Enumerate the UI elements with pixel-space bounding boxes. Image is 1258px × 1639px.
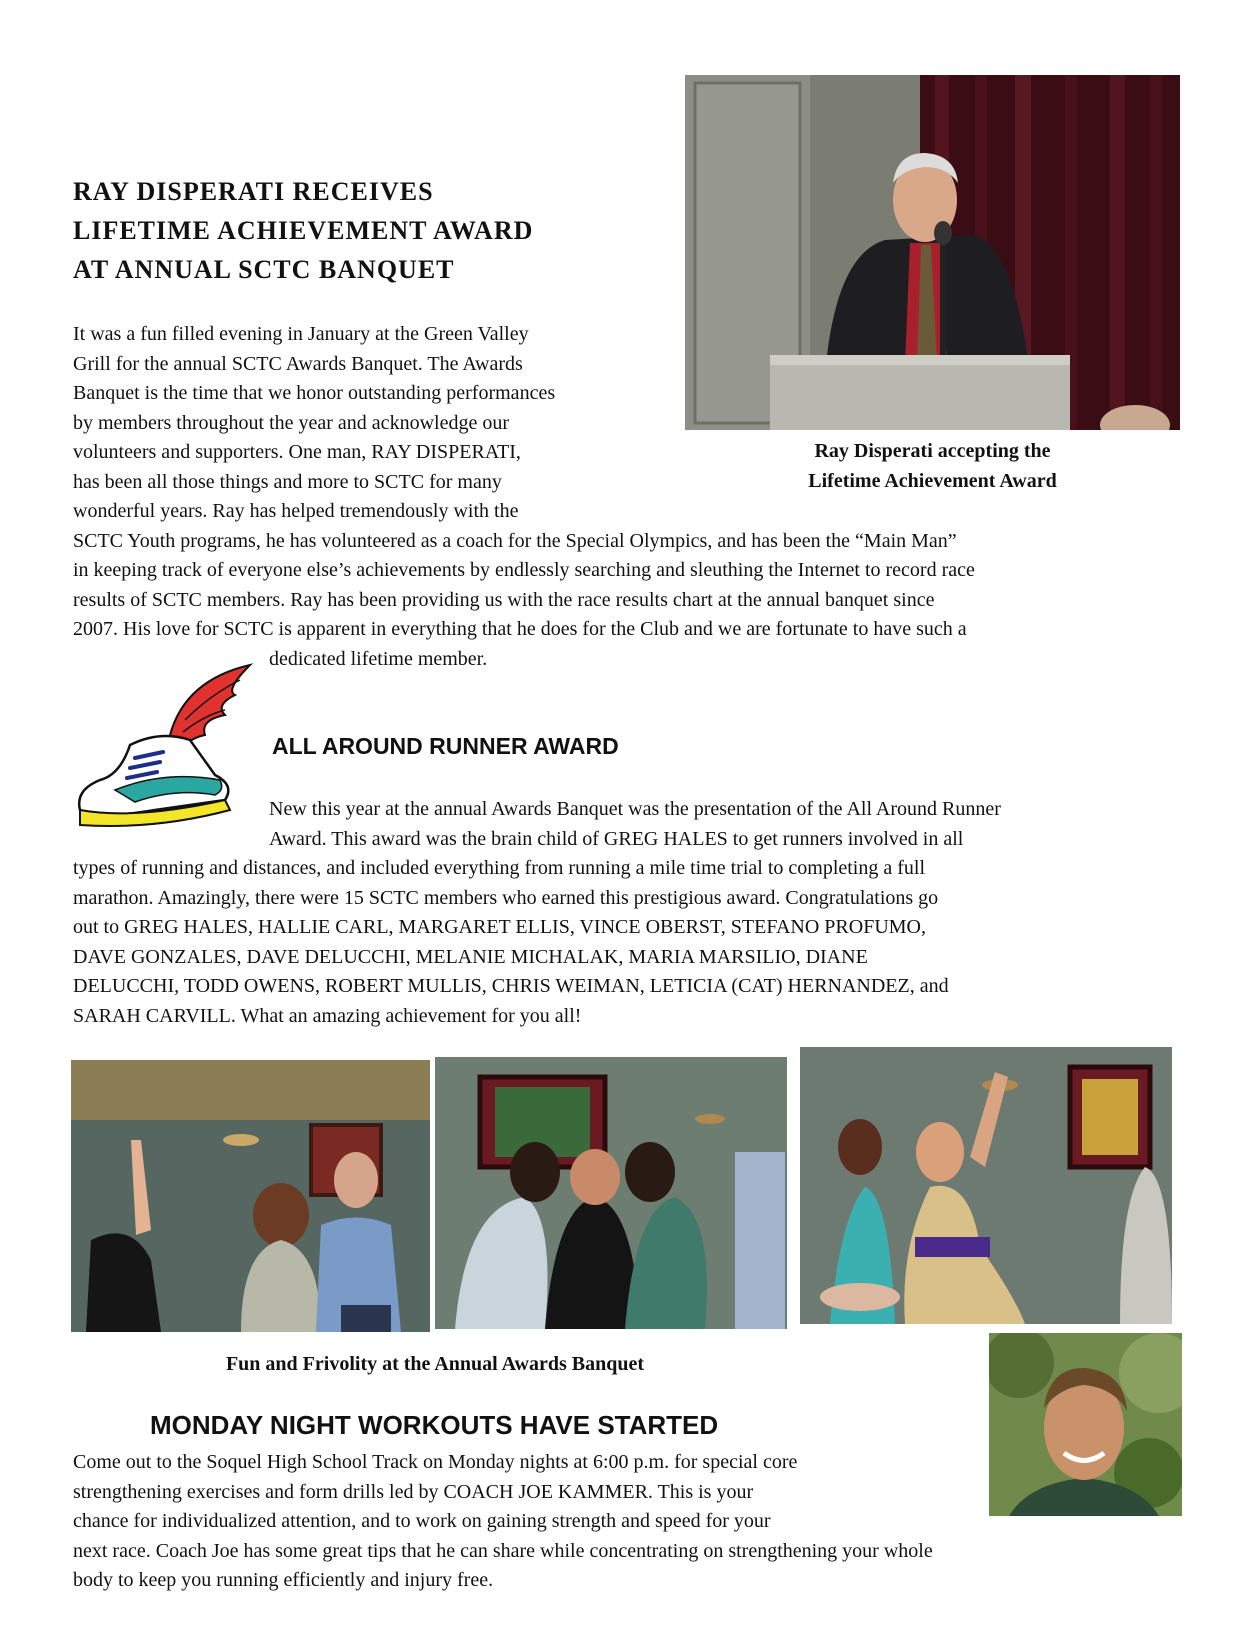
article-line: 2007. His love for SCTC is apparent in everything that he does for the Club and we are fortunate to have such a	[73, 618, 967, 640]
article-line: DAVE GONZALES, DAVE DELUCCHI, MELANIE MICHALAK, MARIA MARSILIO, DIANE	[73, 945, 868, 968]
article-line: has been all those things and more to SCTC for many	[73, 470, 502, 493]
all-around-runner-heading: ALL AROUND RUNNER AWARD	[272, 733, 619, 759]
headline-line-1: RAY DISPERATI RECEIVES	[73, 177, 434, 206]
article-line: chance for individualized attention, and to work on gaining strength and speed for your	[73, 1510, 771, 1532]
article-line: Grill for the annual SCTC Awards Banquet. The Awards	[73, 352, 523, 375]
article-line: volunteers and supporters. One man, RAY DISPERATI,	[73, 441, 521, 463]
article-line: It was a fun filled evening in January at the Green Valley	[73, 323, 529, 345]
article-line: SARAH CARVILL. What an amazing achievement for you all!	[73, 1004, 582, 1027]
headline-line-3: AT ANNUAL SCTC BANQUET	[73, 255, 455, 284]
banquet-photo-1	[71, 1060, 430, 1332]
photo-caption-line-2: Lifetime Achievement Award	[808, 470, 1057, 492]
article-line: Banquet is the time that we honor outstanding performances	[73, 382, 556, 404]
article-line: results of SCTC members. Ray has been providing us with the race results chart at the annual banquet since	[73, 588, 935, 611]
monday-workouts-heading: MONDAY NIGHT WORKOUTS HAVE STARTED	[150, 1410, 719, 1440]
article-body	[73, 320, 975, 674]
article-line: next race. Coach Joe has some great tips that he can share while concentrating on strengthening your whole	[73, 1539, 933, 1562]
article-line: Come out to the Soquel High School Track on Monday nights at 6:00 p.m. for special core	[73, 1451, 798, 1473]
article-line: wonderful years. Ray has helped tremendously with the	[73, 500, 519, 522]
article-line: dedicated lifetime member.	[269, 647, 488, 670]
banquet-photo-2	[435, 1057, 787, 1329]
coach-joe-photo	[989, 1333, 1182, 1516]
article-line: DELUCCHI, TODD OWENS, ROBERT MULLIS, CHRIS WEIMAN, LETICIA (CAT) HERNANDEZ, and	[73, 975, 949, 997]
all-around-runner-body	[73, 795, 1001, 1031]
headline-line-2: LIFETIME ACHIEVEMENT AWARD	[73, 216, 534, 245]
article-line: by members throughout the year and acknowledge our	[73, 411, 509, 434]
headline	[73, 172, 673, 289]
article-line: in keeping track of everyone else’s achievements by endlessly searching and sleuthing the Internet to record race	[73, 559, 975, 581]
article-line: marathon. Amazingly, there were 15 SCTC members who earned this prestigious award. Congratulations go	[73, 886, 939, 909]
article-line: body to keep you running efficiently and injury free.	[73, 1569, 494, 1591]
article-line: SCTC Youth programs, he has volunteered as a coach for the Special Olympics, and has been the “Main Man”	[73, 529, 957, 552]
gallery-caption: Fun and Frivolity at the Annual Awards Banquet	[225, 1353, 645, 1375]
article-line: out to GREG HALES, HALLIE CARL, MARGARET ELLIS, VINCE OBERST, STEFANO PROFUMO,	[73, 916, 926, 938]
monday-workouts-body	[73, 1448, 933, 1596]
article-line: New this year at the annual Awards Banquet was the presentation of the All Around Runner	[269, 798, 1001, 820]
photo-caption-line-1: Ray Disperati accepting the	[814, 440, 1051, 462]
banquet-photo-3	[800, 1047, 1172, 1324]
article-line: strengthening exercises and form drills led by COACH JOE KAMMER. This is your	[73, 1480, 754, 1503]
article-line: types of running and distances, and included everything from running a mile time trial to completing a full	[73, 857, 926, 879]
article-line: Award. This award was the brain child of GREG HALES to get runners involved in all	[269, 827, 964, 850]
